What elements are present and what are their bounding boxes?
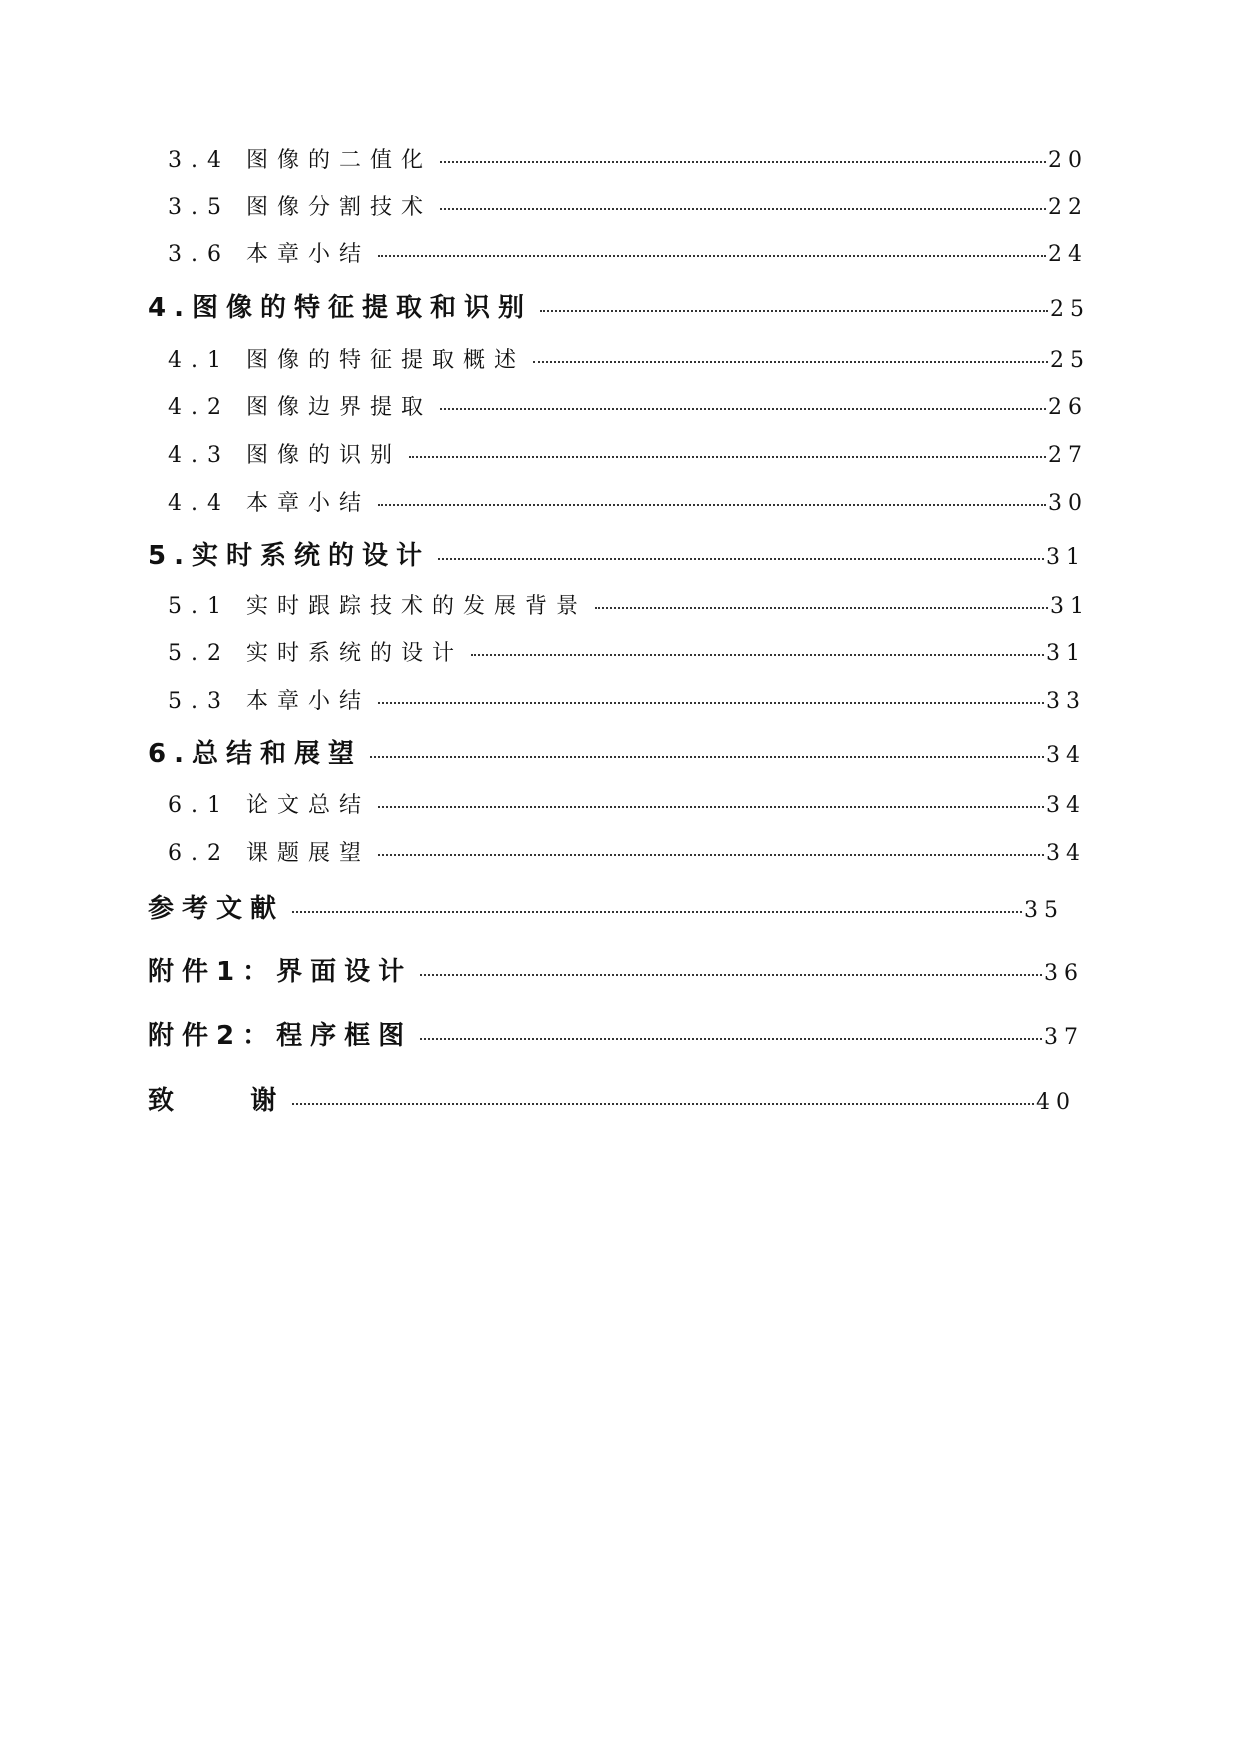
- dot-leader: [440, 208, 1046, 210]
- toc-entry-3-5[interactable]: [168, 190, 1088, 221]
- toc-entry-page: 30: [1048, 491, 1088, 516]
- toc-entry-page: 34: [1046, 841, 1086, 866]
- toc-entry-page: 24: [1048, 242, 1088, 267]
- toc-entry-page: 33: [1046, 689, 1086, 714]
- toc-entry-title: 6.1 论文总结: [168, 793, 370, 818]
- toc-entry-page: 37: [1044, 1025, 1084, 1050]
- toc-entry-page: 40: [1036, 1090, 1076, 1115]
- dot-leader: [440, 161, 1046, 163]
- dot-leader: [540, 310, 1048, 312]
- toc-entry-5-3[interactable]: [168, 684, 1086, 715]
- dot-leader: [292, 911, 1022, 913]
- toc-entry-page: 31: [1046, 641, 1086, 666]
- dot-leader: [378, 504, 1046, 506]
- toc-entry-page: 31: [1046, 545, 1086, 570]
- toc-entry-5-1[interactable]: [168, 589, 1090, 620]
- toc-entry-page: 36: [1044, 961, 1084, 986]
- toc-entry-title: 3.4 图像的二值化: [168, 148, 432, 173]
- toc-entry-title: 附件2：程序框图: [148, 1021, 413, 1051]
- toc-entry-chapter-6[interactable]: [148, 733, 1086, 770]
- dot-leader: [533, 361, 1048, 363]
- toc-entry-title: 6.总结和展望: [148, 739, 362, 769]
- toc-entry-5-2[interactable]: [168, 636, 1086, 667]
- toc-entry-page: 26: [1048, 395, 1088, 420]
- toc-entry-title: 参考文献: [148, 894, 285, 924]
- toc-entry-acknowledgements[interactable]: [148, 1080, 1076, 1117]
- toc-entry-4-1[interactable]: [168, 343, 1090, 374]
- toc-entry-page: 22: [1048, 195, 1088, 220]
- toc-entry-title: 4.1 图像的特征提取概述: [168, 348, 525, 373]
- dot-leader: [440, 408, 1046, 410]
- toc-entry-chapter-5[interactable]: [148, 535, 1086, 572]
- toc-entry-title: 4.4 本章小结: [168, 491, 370, 516]
- toc-entry-title: 4.2 图像边界提取: [168, 395, 432, 420]
- toc-entry-title: 6.2 课题展望: [168, 841, 370, 866]
- dot-leader: [378, 255, 1046, 257]
- toc-entry-title: 5.实时系统的设计: [148, 541, 430, 571]
- dot-leader: [378, 806, 1044, 808]
- toc-entry-3-6[interactable]: [168, 237, 1088, 268]
- toc-entry-references[interactable]: [148, 888, 1064, 925]
- toc-entry-page: 35: [1024, 898, 1064, 923]
- dot-leader: [420, 974, 1042, 976]
- dot-leader: [378, 854, 1044, 856]
- toc-entry-title: 5.1 实时跟踪技术的发展背景: [168, 594, 587, 619]
- toc-entry-title: 3.6 本章小结: [168, 242, 370, 267]
- toc-entry-page: 31: [1050, 594, 1090, 619]
- toc-entry-title: 附件1：界面设计: [148, 957, 413, 987]
- dot-leader: [471, 654, 1044, 656]
- toc-entry-appendix-1[interactable]: [148, 951, 1084, 988]
- toc-entry-4-3[interactable]: [168, 438, 1088, 469]
- toc-entry-6-2[interactable]: [168, 836, 1086, 867]
- toc-entry-page: 34: [1046, 743, 1086, 768]
- toc-entry-chapter-4[interactable]: [148, 287, 1090, 324]
- dot-leader: [595, 607, 1048, 609]
- toc-entry-title: 4.图像的特征提取和识别: [148, 293, 532, 323]
- toc-entry-title: 致 谢: [148, 1086, 285, 1116]
- dot-leader: [409, 456, 1046, 458]
- dot-leader: [438, 558, 1044, 560]
- dot-leader: [370, 756, 1044, 758]
- toc-entry-4-4[interactable]: [168, 486, 1088, 517]
- toc-entry-title: 3.5 图像分割技术: [168, 195, 432, 220]
- toc-entry-title: 4.3 图像的识别: [168, 443, 401, 468]
- toc-entry-page: 34: [1046, 793, 1086, 818]
- toc-entry-page: 27: [1048, 443, 1088, 468]
- toc-entry-4-2[interactable]: [168, 390, 1088, 421]
- toc-entry-3-4[interactable]: [168, 143, 1088, 174]
- dot-leader: [292, 1103, 1034, 1105]
- dot-leader: [420, 1038, 1042, 1040]
- toc-entry-title: 5.3 本章小结: [168, 689, 370, 714]
- toc-entry-page: 20: [1048, 148, 1088, 173]
- toc-entry-6-1[interactable]: [168, 788, 1086, 819]
- toc-entry-title: 5.2 实时系统的设计: [168, 641, 463, 666]
- toc-entry-page: 25: [1050, 348, 1090, 373]
- toc-entry-appendix-2[interactable]: [148, 1015, 1084, 1052]
- dot-leader: [378, 702, 1044, 704]
- toc-entry-page: 25: [1050, 297, 1090, 322]
